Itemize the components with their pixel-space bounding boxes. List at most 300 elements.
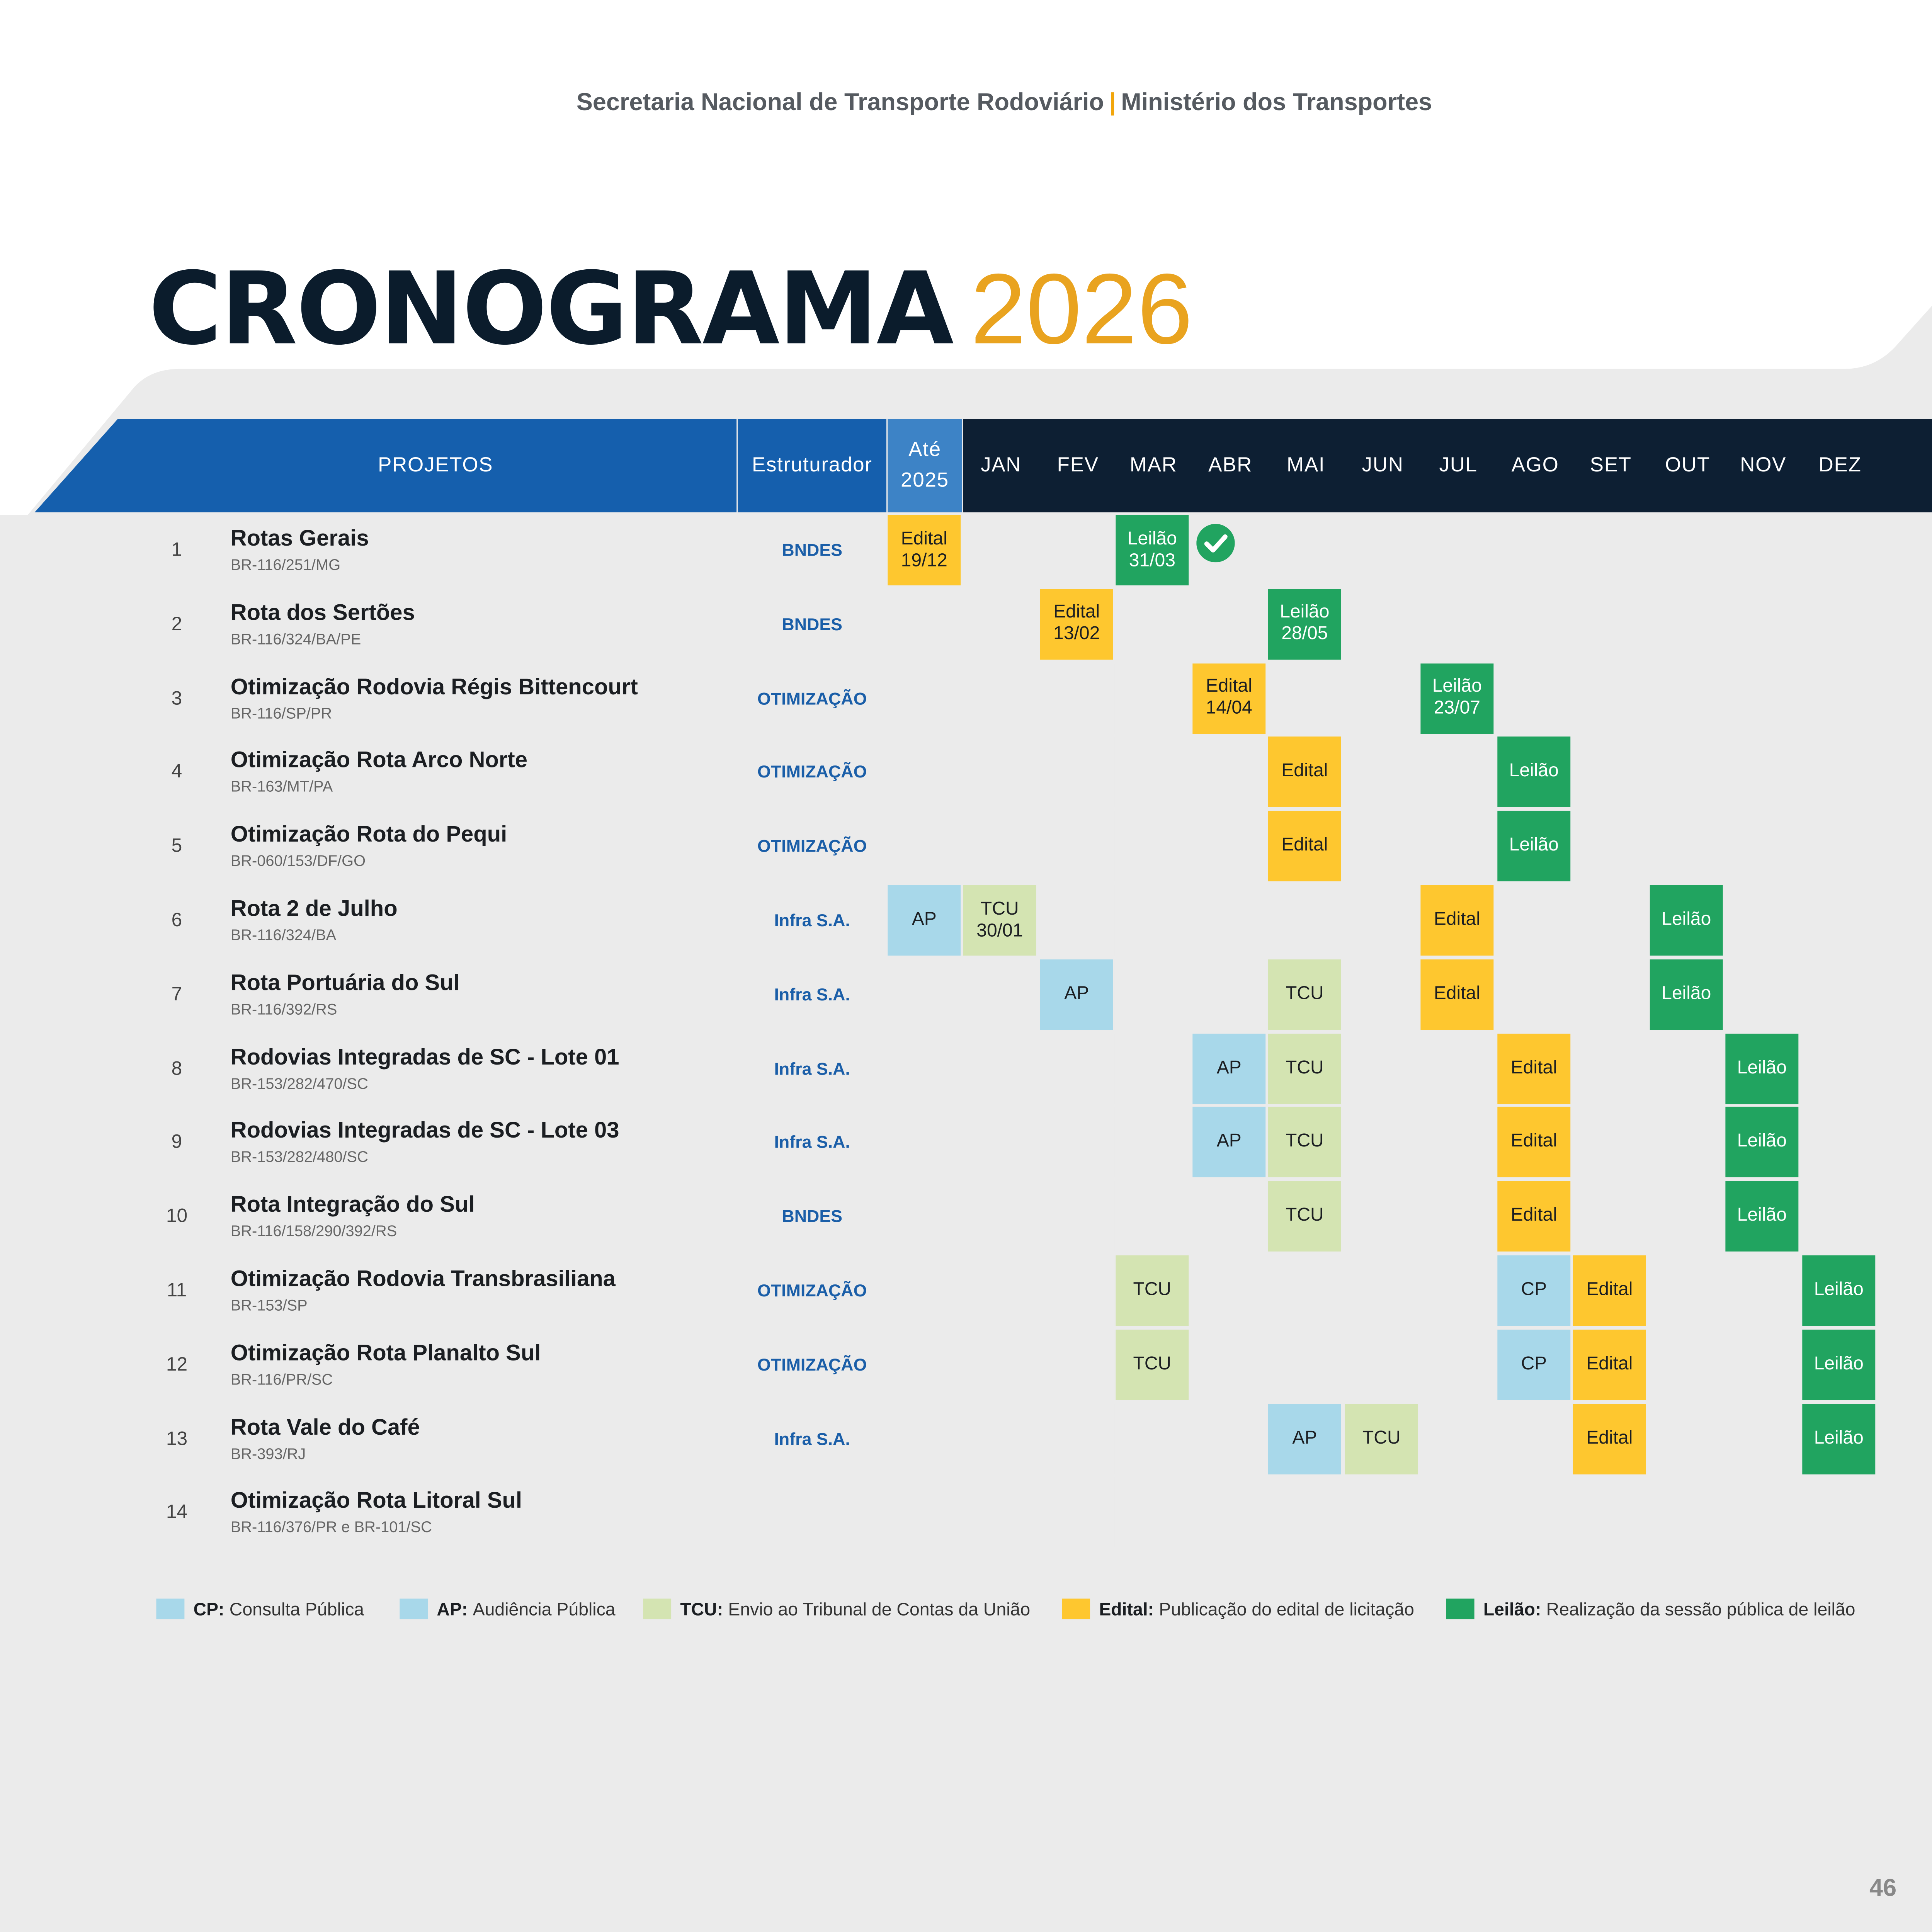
event-ap bbox=[1192, 1107, 1265, 1177]
table-row bbox=[0, 811, 1932, 881]
legend-item bbox=[1446, 1599, 1855, 1619]
event-tcu bbox=[1345, 1403, 1418, 1474]
event-label: Edital 14/04 bbox=[1206, 676, 1252, 719]
event-label: Leilão 28/05 bbox=[1280, 602, 1330, 645]
event-label: Edital bbox=[1586, 1354, 1633, 1374]
table-cell bbox=[1725, 885, 1799, 956]
table-cell bbox=[1802, 1478, 1876, 1548]
header-month-fev: FEV bbox=[1057, 454, 1099, 476]
event-label: Edital bbox=[1434, 909, 1481, 930]
table-cell bbox=[1116, 959, 1190, 1029]
table-cell bbox=[1116, 737, 1190, 807]
legend-swatch bbox=[643, 1599, 671, 1619]
table-cell bbox=[1420, 589, 1495, 659]
table-cell bbox=[1497, 885, 1571, 956]
title-year: 2026 bbox=[970, 252, 1193, 365]
table-cell bbox=[963, 959, 1037, 1029]
table-cell bbox=[1420, 1403, 1495, 1474]
project-highway: BR-163/MT/PA bbox=[230, 778, 333, 796]
event-ap bbox=[1268, 1403, 1341, 1474]
table-row bbox=[0, 737, 1932, 807]
header-month-ago: AGO bbox=[1511, 454, 1559, 476]
event-label: CP bbox=[1521, 1279, 1547, 1300]
table-cell bbox=[1345, 1478, 1419, 1548]
table-cell bbox=[1879, 1329, 1932, 1400]
table-cell bbox=[1040, 1107, 1114, 1177]
table-cell bbox=[1802, 1033, 1876, 1104]
event-label: Leilão bbox=[1509, 835, 1559, 856]
table-cell bbox=[1879, 1255, 1932, 1326]
legend-key: AP: bbox=[437, 1599, 468, 1619]
project-name: Rota 2 de Julho bbox=[230, 895, 398, 921]
legend-key: CP: bbox=[193, 1599, 224, 1619]
table-cell bbox=[1116, 885, 1190, 956]
table-cell bbox=[1725, 811, 1799, 881]
legend-swatch bbox=[1446, 1599, 1475, 1619]
table-cell bbox=[888, 811, 962, 881]
event-label: Edital bbox=[1510, 1057, 1557, 1078]
estruturador: OTIMIZAÇÃO bbox=[757, 837, 867, 856]
table-cell bbox=[1802, 515, 1876, 585]
event-label: AP bbox=[1064, 983, 1089, 1004]
row-number: 12 bbox=[166, 1354, 188, 1376]
project-name: Rodovias Integradas de SC - Lote 03 bbox=[230, 1117, 619, 1143]
table-cell bbox=[1725, 737, 1799, 807]
table-row bbox=[0, 1033, 1932, 1104]
project-name: Rotas Gerais bbox=[230, 525, 369, 551]
table-cell bbox=[1725, 1403, 1799, 1474]
event-edital bbox=[1040, 589, 1113, 659]
event-edital bbox=[1497, 1181, 1570, 1252]
project-name: Otimização Rota Arco Norte bbox=[230, 747, 528, 773]
estruturador: OTIMIZAÇÃO bbox=[757, 1281, 867, 1300]
legend-swatch bbox=[400, 1599, 428, 1619]
table-row bbox=[0, 1478, 1932, 1548]
table-row bbox=[0, 1181, 1932, 1252]
event-label: AP bbox=[1216, 1131, 1242, 1152]
event-label: Edital bbox=[1586, 1279, 1633, 1300]
table-cell bbox=[1040, 1033, 1114, 1104]
table-cell bbox=[1192, 811, 1267, 881]
project-name: Rota dos Sertões bbox=[230, 599, 415, 625]
table-cell bbox=[963, 1181, 1037, 1252]
table-cell bbox=[963, 1329, 1037, 1400]
event-label: AP bbox=[912, 909, 937, 930]
table-cell bbox=[1040, 1329, 1114, 1400]
header-estruturador: Estruturador bbox=[752, 454, 872, 476]
table-cell bbox=[888, 1107, 962, 1177]
estruturador: OTIMIZAÇÃO bbox=[757, 762, 867, 782]
table-cell bbox=[963, 515, 1037, 585]
project-highway: BR-116/324/BA bbox=[230, 926, 337, 944]
table-cell bbox=[888, 737, 962, 807]
table-cell bbox=[1116, 1033, 1190, 1104]
check-icon bbox=[1196, 524, 1235, 562]
row-number: 7 bbox=[171, 983, 182, 1005]
legend-text: Publicação do edital de licitação bbox=[1159, 1599, 1414, 1619]
table-cell bbox=[1573, 1033, 1647, 1104]
table-cell bbox=[1573, 1181, 1647, 1252]
table-cell bbox=[1040, 1255, 1114, 1326]
project-highway: BR-116/392/RS bbox=[230, 1000, 337, 1018]
table-cell bbox=[1802, 589, 1876, 659]
table-cell bbox=[1268, 663, 1342, 733]
table-cell bbox=[1192, 1181, 1267, 1252]
table-cell bbox=[1573, 515, 1647, 585]
event-leilao bbox=[1725, 1181, 1798, 1252]
table-cell bbox=[1345, 1107, 1419, 1177]
event-edital bbox=[1573, 1255, 1646, 1326]
table-cell bbox=[1116, 1403, 1190, 1474]
event-label: Edital bbox=[1434, 983, 1481, 1004]
legend-text: Consulta Pública bbox=[229, 1599, 364, 1619]
legend-key: TCU: bbox=[680, 1599, 723, 1619]
project-highway: BR-116/158/290/392/RS bbox=[230, 1222, 397, 1240]
event-label: TCU bbox=[1285, 1057, 1324, 1078]
header-month-dez: DEZ bbox=[1818, 454, 1862, 476]
header-month-set: SET bbox=[1590, 454, 1632, 476]
header-secretaria: Secretaria Nacional de Transporte Rodoviário bbox=[576, 90, 1104, 117]
table-row bbox=[0, 885, 1932, 956]
table-cell bbox=[963, 1107, 1037, 1177]
table-cell bbox=[1650, 1478, 1724, 1548]
event-label: Leilão 23/07 bbox=[1432, 676, 1482, 719]
event-ap bbox=[1040, 959, 1113, 1029]
table-cell bbox=[1420, 1107, 1495, 1177]
estruturador: Infra S.A. bbox=[774, 985, 850, 1004]
table-cell bbox=[1345, 1255, 1419, 1326]
legend-swatch bbox=[156, 1599, 184, 1619]
row-number: 5 bbox=[171, 835, 182, 857]
event-label: Edital bbox=[1510, 1131, 1557, 1152]
project-name: Otimização Rota do Pequi bbox=[230, 821, 507, 847]
header-month-abr: ABR bbox=[1208, 454, 1253, 476]
header-month-out: OUT bbox=[1665, 454, 1711, 476]
table-cell bbox=[963, 811, 1037, 881]
table-cell bbox=[1345, 1181, 1419, 1252]
event-label: Edital 19/12 bbox=[901, 528, 947, 571]
table-cell bbox=[1420, 1255, 1495, 1326]
table-cell bbox=[1268, 515, 1342, 585]
project-name: Otimização Rodovia Régis Bittencourt bbox=[230, 673, 638, 699]
table-cell bbox=[1725, 515, 1799, 585]
event-label: Leilão bbox=[1737, 1057, 1787, 1078]
project-highway: BR-060/153/DF/GO bbox=[230, 852, 366, 870]
header-month-jun: JUN bbox=[1362, 454, 1404, 476]
project-name: Rota Integração do Sul bbox=[230, 1191, 475, 1217]
estruturador: Infra S.A. bbox=[774, 1133, 850, 1152]
table-cell bbox=[1116, 1478, 1190, 1548]
table-row bbox=[0, 959, 1932, 1029]
table-cell bbox=[1268, 1255, 1342, 1326]
header-projetos: PROJETOS bbox=[378, 454, 493, 476]
legend-item bbox=[400, 1599, 615, 1619]
table-cell bbox=[963, 1478, 1037, 1548]
estruturador: Infra S.A. bbox=[774, 1429, 850, 1448]
table-cell bbox=[1345, 515, 1419, 585]
table-cell bbox=[1725, 1329, 1799, 1400]
table-cell bbox=[1650, 663, 1724, 733]
table-row bbox=[0, 1403, 1932, 1474]
row-number: 6 bbox=[171, 909, 182, 932]
event-label: Leilão bbox=[1737, 1206, 1787, 1226]
table-cell bbox=[1345, 885, 1419, 956]
event-cp bbox=[1497, 1255, 1570, 1326]
event-edital bbox=[1268, 811, 1341, 881]
table-cell bbox=[1192, 589, 1267, 659]
table-cell bbox=[1116, 1107, 1190, 1177]
event-tcu bbox=[1268, 959, 1341, 1029]
table-cell bbox=[1650, 1329, 1724, 1400]
table-cell bbox=[1040, 1478, 1114, 1548]
event-label: Edital bbox=[1281, 835, 1328, 856]
table-cell bbox=[1345, 737, 1419, 807]
event-label: TCU 30/01 bbox=[976, 898, 1023, 941]
event-edital bbox=[1573, 1403, 1646, 1474]
table-cell bbox=[888, 1329, 962, 1400]
event-leilao bbox=[1116, 515, 1189, 585]
table-cell bbox=[1802, 737, 1876, 807]
event-label: Edital bbox=[1510, 1206, 1557, 1226]
legend-item bbox=[643, 1599, 1030, 1619]
legend-item bbox=[1062, 1599, 1414, 1619]
table-cell bbox=[1650, 1403, 1724, 1474]
page-number: 46 bbox=[1869, 1875, 1897, 1902]
table-cell bbox=[1802, 1181, 1876, 1252]
table-cell bbox=[1116, 1181, 1190, 1252]
table-cell bbox=[1420, 515, 1495, 585]
estruturador: Infra S.A. bbox=[774, 911, 850, 930]
table-cell bbox=[1192, 1403, 1267, 1474]
table-cell bbox=[1192, 885, 1267, 956]
event-label: TCU bbox=[1133, 1354, 1172, 1374]
table-cell bbox=[1040, 811, 1114, 881]
table-cell bbox=[1345, 959, 1419, 1029]
row-number: 9 bbox=[171, 1131, 182, 1153]
event-cp bbox=[1497, 1329, 1570, 1400]
legend-text: Audiência Pública bbox=[473, 1599, 616, 1619]
event-tcu bbox=[1116, 1329, 1189, 1400]
estruturador bbox=[738, 1478, 886, 1548]
table-cell bbox=[1497, 1403, 1571, 1474]
event-tcu bbox=[1116, 1255, 1189, 1326]
event-label: TCU bbox=[1133, 1279, 1172, 1300]
project-name: Rota Portuária do Sul bbox=[230, 969, 460, 995]
table-cell bbox=[1725, 959, 1799, 1029]
row-number: 4 bbox=[171, 761, 182, 783]
event-edital bbox=[1497, 1107, 1570, 1177]
event-label: Leilão bbox=[1662, 983, 1711, 1004]
row-number: 2 bbox=[171, 613, 182, 635]
table-cell bbox=[1650, 811, 1724, 881]
table-cell bbox=[1802, 885, 1876, 956]
table-cell bbox=[1725, 663, 1799, 733]
row-number: 8 bbox=[171, 1057, 182, 1080]
table-row bbox=[0, 663, 1932, 733]
header-month-mai: MAI bbox=[1287, 454, 1325, 476]
table-row bbox=[0, 515, 1932, 585]
table-cell bbox=[1116, 663, 1190, 733]
project-name: Otimização Rota Planalto Sul bbox=[230, 1339, 541, 1366]
table-cell bbox=[1802, 1107, 1876, 1177]
table-cell bbox=[1725, 1255, 1799, 1326]
table-cell bbox=[888, 1255, 962, 1326]
event-leilao bbox=[1497, 811, 1570, 881]
project-name: Otimização Rota Litoral Sul bbox=[230, 1488, 522, 1514]
project-highway: BR-116/PR/SC bbox=[230, 1370, 333, 1388]
estruturador: BNDES bbox=[782, 614, 843, 634]
table-cell bbox=[1040, 1181, 1114, 1252]
table-cell bbox=[963, 589, 1037, 659]
table-cell bbox=[963, 1255, 1037, 1326]
table-cell bbox=[1268, 1329, 1342, 1400]
event-label: TCU bbox=[1285, 1206, 1324, 1226]
event-label: TCU bbox=[1285, 983, 1324, 1004]
table-cell bbox=[1192, 1255, 1267, 1326]
table-cell bbox=[1879, 663, 1932, 733]
event-leilao bbox=[1268, 589, 1341, 659]
table-cell bbox=[888, 1181, 962, 1252]
table-cell bbox=[1802, 959, 1876, 1029]
legend-swatch bbox=[1062, 1599, 1090, 1619]
table-cell bbox=[1573, 1107, 1647, 1177]
table-cell bbox=[1420, 1033, 1495, 1104]
table-cell bbox=[1650, 1181, 1724, 1252]
table-cell bbox=[1879, 885, 1932, 956]
table-cell bbox=[1420, 1329, 1495, 1400]
table-cell bbox=[1573, 1478, 1647, 1548]
table-cell bbox=[1879, 515, 1932, 585]
table-cell bbox=[1345, 1033, 1419, 1104]
table-cell bbox=[888, 589, 962, 659]
legend-text: Realização da sessão pública de leilão bbox=[1546, 1599, 1855, 1619]
row-number: 1 bbox=[171, 539, 182, 561]
legend bbox=[0, 1599, 1932, 1627]
table-cell bbox=[1345, 811, 1419, 881]
table-cell bbox=[1573, 737, 1647, 807]
table-cell bbox=[1573, 959, 1647, 1029]
event-edital bbox=[1573, 1329, 1646, 1400]
event-tcu bbox=[1268, 1033, 1341, 1104]
header-month-mar: MAR bbox=[1129, 454, 1177, 476]
event-leilao bbox=[1725, 1107, 1798, 1177]
table-cell bbox=[1497, 515, 1571, 585]
event-edital bbox=[888, 515, 961, 585]
table-cell bbox=[1573, 663, 1647, 733]
table-cell bbox=[1573, 589, 1647, 659]
event-tcu bbox=[1268, 1107, 1341, 1177]
event-label: Edital bbox=[1586, 1427, 1633, 1448]
table-cell bbox=[1650, 589, 1724, 659]
table-cell bbox=[1650, 1107, 1724, 1177]
table-cell bbox=[1268, 1478, 1342, 1548]
table-cell bbox=[1192, 959, 1267, 1029]
event-edital bbox=[1497, 1033, 1570, 1104]
table-cell bbox=[1040, 1403, 1114, 1474]
row-number: 3 bbox=[171, 687, 182, 709]
table-cell bbox=[1879, 811, 1932, 881]
table-cell bbox=[1345, 589, 1419, 659]
table-cell bbox=[888, 1478, 962, 1548]
event-leilao bbox=[1802, 1403, 1875, 1474]
table-cell bbox=[1725, 1478, 1799, 1548]
project-name: Otimização Rodovia Transbrasiliana bbox=[230, 1265, 616, 1291]
row-number: 10 bbox=[166, 1206, 188, 1228]
header-month-jan: JAN bbox=[981, 454, 1022, 476]
table-cell bbox=[1650, 515, 1724, 585]
table-cell bbox=[1802, 663, 1876, 733]
event-label: Leilão bbox=[1814, 1279, 1864, 1300]
table-cell bbox=[1040, 737, 1114, 807]
event-label: Edital 13/02 bbox=[1053, 602, 1100, 645]
event-edital bbox=[1192, 663, 1265, 733]
table-cell bbox=[963, 1033, 1037, 1104]
legend-item bbox=[156, 1599, 364, 1619]
table-row bbox=[0, 589, 1932, 659]
table-cell bbox=[888, 1403, 962, 1474]
table-cell bbox=[1573, 811, 1647, 881]
event-leilao bbox=[1802, 1255, 1875, 1326]
project-highway: BR-393/RJ bbox=[230, 1444, 306, 1463]
estruturador: OTIMIZAÇÃO bbox=[757, 1355, 867, 1374]
table-cell bbox=[963, 663, 1037, 733]
table-cell bbox=[1879, 1107, 1932, 1177]
table-cell bbox=[963, 1403, 1037, 1474]
table-cell bbox=[1420, 737, 1495, 807]
table-row bbox=[0, 1255, 1932, 1326]
table-cell bbox=[1497, 589, 1571, 659]
table-cell bbox=[888, 1033, 962, 1104]
project-highway: BR-116/324/BA/PE bbox=[230, 630, 361, 648]
table-cell bbox=[888, 663, 962, 733]
table-cell bbox=[1573, 885, 1647, 956]
legend-text: Envio ao Tribunal de Contas da União bbox=[728, 1599, 1031, 1619]
table-cell bbox=[1192, 1329, 1267, 1400]
event-label: Leilão bbox=[1662, 909, 1711, 930]
event-edital bbox=[1420, 959, 1493, 1029]
project-name: Rota Vale do Café bbox=[230, 1413, 420, 1439]
project-name: Rodovias Integradas de SC - Lote 01 bbox=[230, 1043, 619, 1069]
event-label: TCU bbox=[1285, 1131, 1324, 1152]
event-leilao bbox=[1497, 737, 1570, 807]
event-tcu bbox=[963, 885, 1036, 956]
estruturador: BNDES bbox=[782, 540, 843, 560]
table-cell bbox=[1650, 1033, 1724, 1104]
event-label: Leilão 31/03 bbox=[1127, 528, 1177, 571]
table-cell bbox=[1345, 1329, 1419, 1400]
table-cell bbox=[1879, 589, 1932, 659]
header-month-nov: NOV bbox=[1740, 454, 1787, 476]
table-cell bbox=[1192, 1478, 1267, 1548]
event-label: CP bbox=[1521, 1354, 1547, 1374]
header-ate-2025: Até 2025 bbox=[901, 439, 949, 492]
header-month-jul: JUL bbox=[1439, 454, 1478, 476]
header-ministerio: Ministério dos Transportes bbox=[1121, 90, 1432, 117]
event-label: Leilão bbox=[1509, 761, 1559, 782]
title-main: CRONOGRAMA bbox=[148, 252, 953, 368]
table-cell bbox=[1497, 1478, 1571, 1548]
event-label: AP bbox=[1216, 1057, 1242, 1078]
table-cell bbox=[1040, 515, 1114, 585]
table-cell bbox=[1116, 811, 1190, 881]
table-cell bbox=[1879, 1181, 1932, 1252]
table-cell bbox=[1802, 811, 1876, 881]
table-cell bbox=[1879, 959, 1932, 1029]
project-highway: BR-116/251/MG bbox=[230, 556, 341, 574]
table-cell bbox=[1116, 589, 1190, 659]
estruturador: OTIMIZAÇÃO bbox=[757, 689, 867, 708]
project-highway: BR-153/SP bbox=[230, 1296, 308, 1315]
